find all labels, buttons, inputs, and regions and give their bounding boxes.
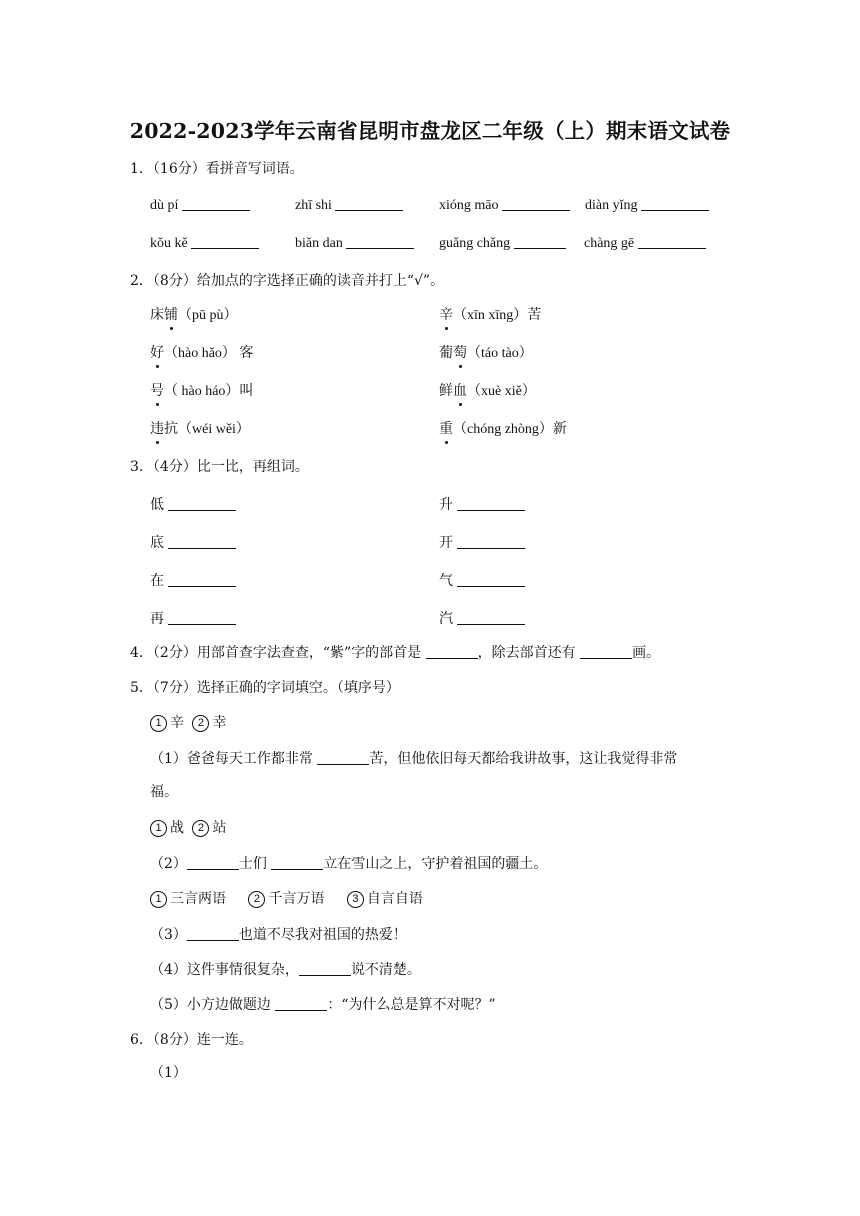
question-number: 5． xyxy=(130,680,153,696)
question-text: （7分）选择正确的字词填空。（填序号） xyxy=(152,680,400,696)
sub-question-label: （1） xyxy=(150,1065,187,1081)
answer-blank[interactable] xyxy=(641,196,709,211)
pinyin-item: chàng gē xyxy=(584,234,706,252)
fill-sentence: （2） 士们 立在雪山之上，守护着祖国的疆土。 xyxy=(150,856,548,872)
pinyin-item: kǒu kě xyxy=(150,234,259,252)
question-number: 2． xyxy=(130,273,153,289)
compare-item: 气 xyxy=(439,570,525,590)
answer-blank[interactable] xyxy=(580,644,632,659)
pinyin-item: xióng māo xyxy=(439,196,570,214)
answer-blank[interactable] xyxy=(426,644,478,659)
answer-blank[interactable] xyxy=(335,196,403,211)
reading-item: 违抗（wéi wěi） xyxy=(150,418,250,438)
fill-sentence: （3） 也道不尽我对祖国的热爱！ xyxy=(150,927,407,943)
answer-blank[interactable] xyxy=(457,572,525,587)
reading-item: 床铺（pū pù） xyxy=(150,304,238,324)
answer-blank[interactable] xyxy=(168,572,236,587)
answer-blank[interactable] xyxy=(187,855,239,870)
question-number: 1． xyxy=(130,161,153,177)
answer-blank[interactable] xyxy=(457,534,525,549)
answer-blank[interactable] xyxy=(168,610,236,625)
option-group: 1 辛 2 幸 xyxy=(150,712,226,732)
fill-sentence-cont: 福。 xyxy=(150,784,178,800)
compare-item: 开 xyxy=(439,532,525,552)
answer-blank[interactable] xyxy=(638,234,706,249)
reading-item: 葡萄（táo tào） xyxy=(439,342,533,362)
pinyin-item: zhī shi xyxy=(295,196,403,214)
question-number: 4． xyxy=(130,645,153,661)
question-text: （16分）看拼音写词语。 xyxy=(152,161,304,177)
exam-title: 2022-2023学年云南省昆明市盘龙区二年级（上）期末语文试卷 xyxy=(129,119,731,143)
question-5 xyxy=(130,677,400,697)
fill-sentence: （4）这件事情很复杂， 说不清楚。 xyxy=(150,962,421,978)
pinyin-item: biǎn dan xyxy=(295,234,414,252)
answer-blank[interactable] xyxy=(191,234,259,249)
pinyin-item: guǎng chǎng xyxy=(439,234,566,252)
compare-item: 升 xyxy=(439,494,525,514)
answer-blank[interactable] xyxy=(502,196,570,211)
reading-item: 辛（xīn xīng）苦 xyxy=(439,304,541,324)
reading-item: 重（chóng zhòng）新 xyxy=(439,418,567,438)
reading-item: 鲜血（xuè xiě） xyxy=(439,380,536,400)
pinyin-item: diàn yǐng xyxy=(585,196,709,214)
answer-blank[interactable] xyxy=(346,234,414,249)
compare-item: 再 xyxy=(150,608,236,628)
compare-item: 汽 xyxy=(439,608,525,628)
question-text: （4分）比一比，再组词。 xyxy=(152,459,309,475)
question-text: （8分）连一连。 xyxy=(152,1032,253,1048)
answer-blank[interactable] xyxy=(514,234,566,249)
answer-blank[interactable] xyxy=(299,961,351,976)
fill-sentence: （5）小方边做题边 ：“为什么总是算不对呢？” xyxy=(150,997,496,1013)
reading-item: 号（ hào háo）叫 xyxy=(150,380,253,400)
option-group: 1 战 2 站 xyxy=(150,817,226,837)
answer-blank[interactable] xyxy=(271,855,323,870)
answer-blank[interactable] xyxy=(168,534,236,549)
answer-blank[interactable] xyxy=(317,750,369,765)
question-3 xyxy=(130,456,309,476)
question-number: 3． xyxy=(130,459,153,475)
answer-blank[interactable] xyxy=(275,996,327,1011)
answer-blank[interactable] xyxy=(457,610,525,625)
compare-item: 低 xyxy=(150,494,236,514)
answer-blank[interactable] xyxy=(182,196,250,211)
fill-sentence: （1）爸爸每天工作都非常 苦，但他依旧每天都给我讲故事，这让我觉得非常 xyxy=(150,751,678,767)
option-group: 1 三言两语 2 千言万语 3 自言自语 xyxy=(150,888,423,908)
question-2 xyxy=(130,270,444,290)
question-text: （8分）给加点的字选择正确的读音并打上“√”。 xyxy=(152,273,445,289)
compare-item: 底 xyxy=(150,532,236,552)
question-6 xyxy=(130,1029,253,1049)
answer-blank[interactable] xyxy=(187,926,239,941)
question-number: 6． xyxy=(130,1032,153,1048)
answer-blank[interactable] xyxy=(457,496,525,511)
answer-blank[interactable] xyxy=(168,496,236,511)
compare-item: 在 xyxy=(150,570,236,590)
reading-item: 好（hào hǎo） 客 xyxy=(150,342,253,362)
question-1 xyxy=(130,158,304,178)
pinyin-item: dù pí xyxy=(150,196,250,214)
question-4: 4．（2分）用部首查字法查查，“紫”字的部首是 ，除去部首还有 画。 xyxy=(130,645,661,661)
